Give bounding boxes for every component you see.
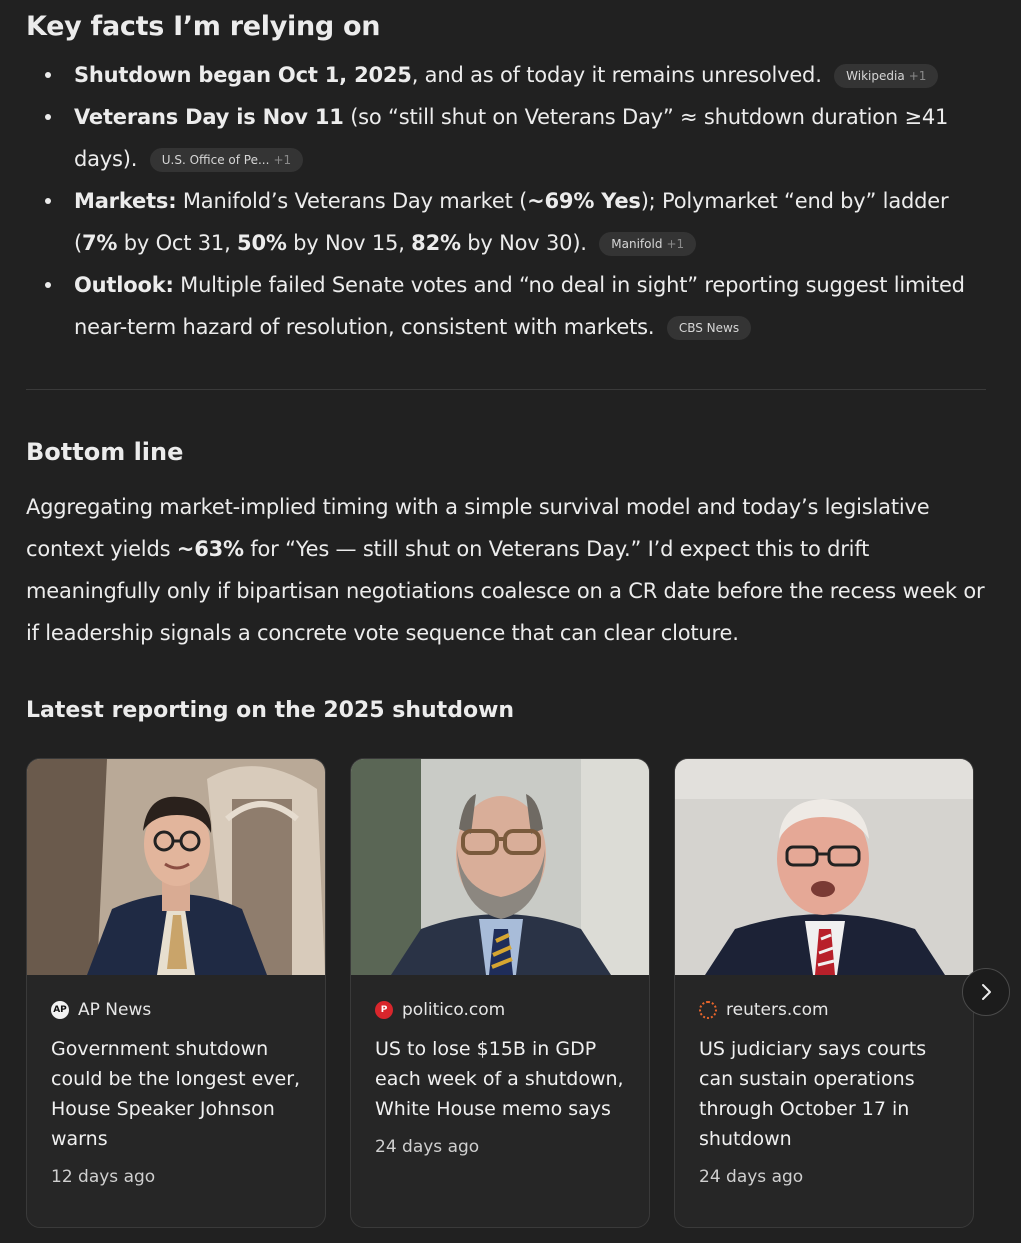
news-card[interactable]: [674, 758, 974, 1228]
fact-text: Manifold’s Veterans Day market (: [176, 189, 528, 213]
news-headline[interactable]: Government shutdown could be the longest ever, House Speaker Johnson warns: [51, 1038, 301, 1150]
chip-label: Manifold: [611, 237, 663, 251]
news-thumbnail: [675, 759, 973, 975]
source-name: reuters.com: [726, 1000, 829, 1020]
fact-item: [74, 96, 986, 180]
news-source: [51, 999, 151, 1021]
fact-text: , and as of today it remains unresolved.: [411, 63, 822, 87]
bottom-line-bold: ~63%: [176, 537, 244, 561]
key-facts-list: [26, 54, 986, 348]
fact-text: Multiple failed Senate votes and “no deal in sight” reporting suggest limited near-term hazard of resolution, consistent with markets.: [74, 273, 965, 339]
citation-chip-opm[interactable]: [150, 148, 303, 172]
chip-label: CBS News: [678, 321, 740, 335]
fact-bold: Outlook:: [74, 273, 174, 297]
fact-item: [74, 54, 986, 96]
photo-judge-icon: [675, 759, 973, 975]
news-headline[interactable]: US to lose $15B in GDP each week of a shutdown, White House memo says: [375, 1038, 624, 1120]
fact-bold: Veterans Day is Nov 11: [74, 105, 344, 129]
news-source: [375, 999, 505, 1021]
citation-chip-cbs[interactable]: [667, 316, 751, 340]
bottom-line-text: Aggregating market-implied timing with a simple survival model and today’s legislative context yields: [26, 495, 930, 561]
fact-text: by Nov 15,: [286, 231, 412, 255]
citation-chip-wikipedia[interactable]: [834, 64, 938, 88]
citation-chip-manifold[interactable]: [599, 232, 696, 256]
news-age: 24 days ago: [699, 1167, 804, 1187]
news-thumbnail: [351, 759, 649, 975]
chip-label: Wikipedia: [846, 69, 905, 83]
news-thumbnail: [27, 759, 325, 975]
news-age: 12 days ago: [51, 1167, 156, 1187]
ap-news-logo-icon: AP: [51, 1001, 69, 1019]
response-content: [26, 0, 986, 1187]
bottom-line-text: for “Yes — still shut on Veterans Day.” I’d expect this to drift meaningfully only if bipartisan negotiations coalesce on a CR date before the recess week or if leadership signals a concrete vote sequence that can clear cloture.: [26, 537, 985, 645]
reporting-heading: Latest reporting on the 2025 shutdown: [26, 698, 515, 723]
section-divider: [26, 389, 986, 390]
chip-label: U.S. Office of Pe...: [161, 153, 270, 167]
fact-bold: 82%: [411, 231, 461, 255]
chevron-right-icon: [977, 983, 995, 1001]
bottom-line-heading: Bottom line: [26, 438, 184, 466]
news-age: 24 days ago: [375, 1137, 480, 1157]
reuters-logo-icon: [699, 1001, 717, 1019]
source-name: AP News: [78, 1000, 152, 1020]
source-name: politico.com: [402, 1000, 506, 1020]
chip-count: +1: [666, 237, 685, 251]
news-source: [699, 999, 829, 1021]
politico-logo-icon: P: [375, 1001, 393, 1019]
chip-count: +1: [273, 153, 292, 167]
key-facts-heading: Key facts I’m relying on: [26, 11, 381, 42]
fact-bold: 7%: [82, 231, 118, 255]
fact-bold: ~69% Yes: [527, 189, 641, 213]
fact-text: by Nov 30).: [460, 231, 587, 255]
fact-bold: 50%: [237, 231, 287, 255]
carousel-next-button[interactable]: [962, 968, 1010, 1016]
fact-text: (so “still shut on Veterans Day” ≈ shutdown duration ≥41 days).: [74, 105, 949, 171]
fact-bold: Markets:: [74, 189, 177, 213]
chip-count: +1: [908, 69, 927, 83]
news-headline[interactable]: US judiciary says courts can sustain operations through October 17 in shutdown: [699, 1038, 927, 1150]
news-card[interactable]: [350, 758, 650, 1228]
fact-item: [74, 264, 986, 348]
photo-speaker-icon: [27, 759, 325, 975]
fact-bold: Shutdown began Oct 1, 2025: [74, 63, 412, 87]
bottom-line-paragraph: [26, 486, 988, 654]
fact-item: [74, 180, 986, 264]
fact-text: by Oct 31,: [117, 231, 238, 255]
photo-official-icon: [351, 759, 649, 975]
news-card[interactable]: [26, 758, 326, 1228]
fact-text: ); Polymarket “end by” ladder (: [74, 189, 949, 255]
